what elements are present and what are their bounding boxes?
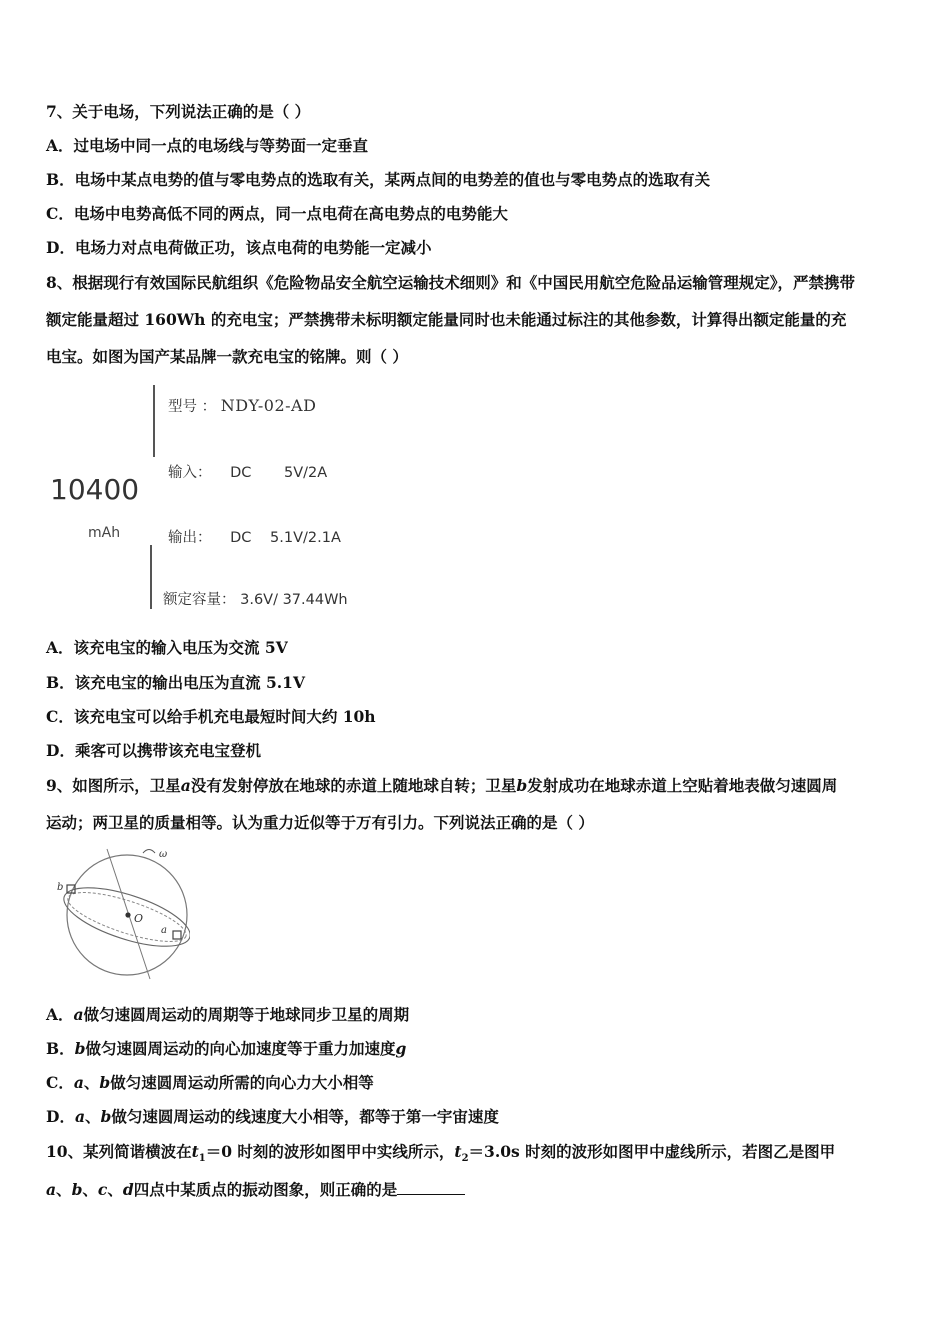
q8-option-b: B．该充电宝的输出电压为直流 5.1V <box>46 673 305 692</box>
q9-option-b-var-g: g <box>395 1039 407 1058</box>
nameplate-input-value: 5V/2A <box>284 465 328 481</box>
q10-part1: 10、某列简谐横波在 <box>46 1142 192 1161</box>
q9-option-b <box>46 1038 916 1060</box>
earth-center-dot <box>125 912 130 917</box>
q8-stem-line3: 电宝。如图为国产某品牌一款充电宝的铭牌。则（ ） <box>46 347 408 366</box>
q9-option-d-var-b: b <box>100 1107 112 1126</box>
q7-option-b: B．电场中某点电势的值与零电势点的选取有关，某两点间的电势差的值也与零电势点的选取有关 <box>46 170 711 189</box>
nameplate-input-type: DC <box>230 465 252 481</box>
q9-option-a-var: a <box>73 1005 84 1024</box>
q9-option-b-prefix: B． <box>46 1039 75 1058</box>
nameplate-model-value: NDY-02-AD <box>220 396 317 415</box>
q9-stem-line2: 运动；两卫星的质量相等。认为重力近似等于万有引力。下列说法正确的是（ ） <box>46 813 594 832</box>
q8-option-c: C．该充电宝可以给手机充电最短时间大约 10h <box>46 707 376 726</box>
q9-stem-part1: 9、如图所示，卫星 <box>46 776 181 795</box>
q7-option-c: C．电场中电势高低不同的两点，同一点电荷在高电势点的电势能大 <box>46 204 508 223</box>
q7-option-d: D．电场力对点电荷做正功，该点电荷的电势能一定减小 <box>46 238 432 257</box>
q9-option-b-text: 做匀速圆周运动的向心加速度等于重力加速度 <box>85 1039 396 1058</box>
satellite-orbit-figure <box>55 845 190 980</box>
q9-option-a <box>46 1004 916 1026</box>
q10-part4: 四点中某质点的振动图象，则正确的是 <box>133 1180 398 1199</box>
nameplate-rated-row <box>163 588 348 609</box>
q8-option-d: D．乘客可以携带该充电宝登机 <box>46 741 261 760</box>
q9-stem-part2: 没有发射停放在地球的赤道上随地球自转；卫星 <box>190 776 517 795</box>
label-b: b <box>57 882 64 893</box>
q9-option-d-text: 做匀速圆周运动的线速度大小相等，都等于第一宇宙速度 <box>111 1107 499 1126</box>
q9-option-c-sep: 、 <box>83 1073 100 1092</box>
q10-var-c: c <box>97 1180 108 1199</box>
nameplate-capacity-unit: mAh <box>88 525 121 541</box>
q10-sep2: 、 <box>82 1180 98 1199</box>
q9-option-c-prefix: C． <box>46 1073 74 1092</box>
q10-sep3: 、 <box>107 1180 123 1199</box>
nameplate-output-value: 5.1V/2.1A <box>270 530 341 546</box>
nameplate-model-label: 型号 ： <box>168 399 217 415</box>
label-o: O <box>134 912 144 925</box>
q9-option-a-text: 做匀速圆周运动的周期等于地球同步卫星的周期 <box>83 1005 410 1024</box>
q8-option-a: A．该充电宝的输入电压为交流 5V <box>46 638 288 657</box>
q10-sep1: 、 <box>56 1180 72 1199</box>
q10-t1: t <box>191 1142 199 1161</box>
q9-stem-line1 <box>46 775 916 797</box>
q10-sub2: 2 <box>461 1153 469 1165</box>
q8-stem-line2: 额定能量超过 160Wh 的充电宝；严禁携带未标明额定能量同时也未能通过标注的其他参数，计算得出额定能量的充 <box>46 310 847 329</box>
q9-option-d <box>46 1106 916 1128</box>
label-a: a <box>161 925 167 936</box>
nameplate-output-type: DC <box>230 530 252 546</box>
q9-option-c <box>46 1072 916 1094</box>
q9-stem-part3: 发射成功在地球赤道上空贴着地表做匀速圆周 <box>527 776 838 795</box>
q9-option-b-var: b <box>74 1039 86 1058</box>
nameplate-divider-top <box>153 385 155 457</box>
nameplate-divider-bottom <box>150 545 152 609</box>
q7-stem: 7、关于电场，下列说法正确的是（ ） <box>46 102 311 121</box>
q10-t2: t <box>454 1142 462 1161</box>
label-omega: ω <box>159 849 168 860</box>
nameplate-input-label: 输入： <box>168 465 212 481</box>
q10-var-d: d <box>122 1180 134 1199</box>
q10-part3: ＝3.0s 时刻的波形如图甲中虚线所示，若图乙是图甲 <box>468 1142 836 1161</box>
q9-option-c-var-b: b <box>99 1073 111 1092</box>
nameplate-model-row <box>168 395 316 416</box>
answer-blank[interactable] <box>397 1180 465 1195</box>
q10-var-b: b <box>71 1180 83 1199</box>
q8-stem-line1: 8、根据现行有效国际民航组织《危险物品安全航空运输技术细则》和《中国民用航空危险品运输管理规定》，严禁携带 <box>46 273 856 292</box>
nameplate-rated-label: 额定容量： <box>163 592 236 608</box>
q10-var-a: a <box>46 1180 57 1199</box>
q10-part2: ＝0 时刻的波形如图甲中实线所示， <box>205 1142 455 1161</box>
q9-option-d-prefix: D． <box>46 1107 75 1126</box>
q10-stem-line2 <box>46 1179 916 1201</box>
q9-option-d-sep: 、 <box>85 1107 101 1126</box>
satellite-a-box <box>173 931 181 939</box>
power-bank-nameplate <box>40 385 380 615</box>
rotation-arrow <box>143 850 155 854</box>
q7-option-a: A．过电场中同一点的电场线与等势面一定垂直 <box>46 136 369 155</box>
q9-var-a: a <box>180 776 191 795</box>
q9-option-a-prefix: A． <box>46 1005 74 1024</box>
q10-sub1: 1 <box>198 1153 206 1165</box>
nameplate-output-row <box>168 526 341 547</box>
q9-option-d-var-a: a <box>74 1107 85 1126</box>
orbit-ellipse <box>57 876 190 959</box>
q10-stem-line1 <box>46 1141 916 1170</box>
q9-option-c-var-a: a <box>73 1073 84 1092</box>
nameplate-input-row <box>168 461 327 482</box>
q9-option-c-text: 做匀速圆周运动所需的向心力大小相等 <box>110 1073 374 1092</box>
q9-var-b: b <box>516 776 528 795</box>
nameplate-rated-value: 3.6V/ 37.44Wh <box>240 592 348 608</box>
nameplate-capacity: 10400 <box>50 473 140 506</box>
nameplate-output-label: 输出： <box>168 530 212 546</box>
